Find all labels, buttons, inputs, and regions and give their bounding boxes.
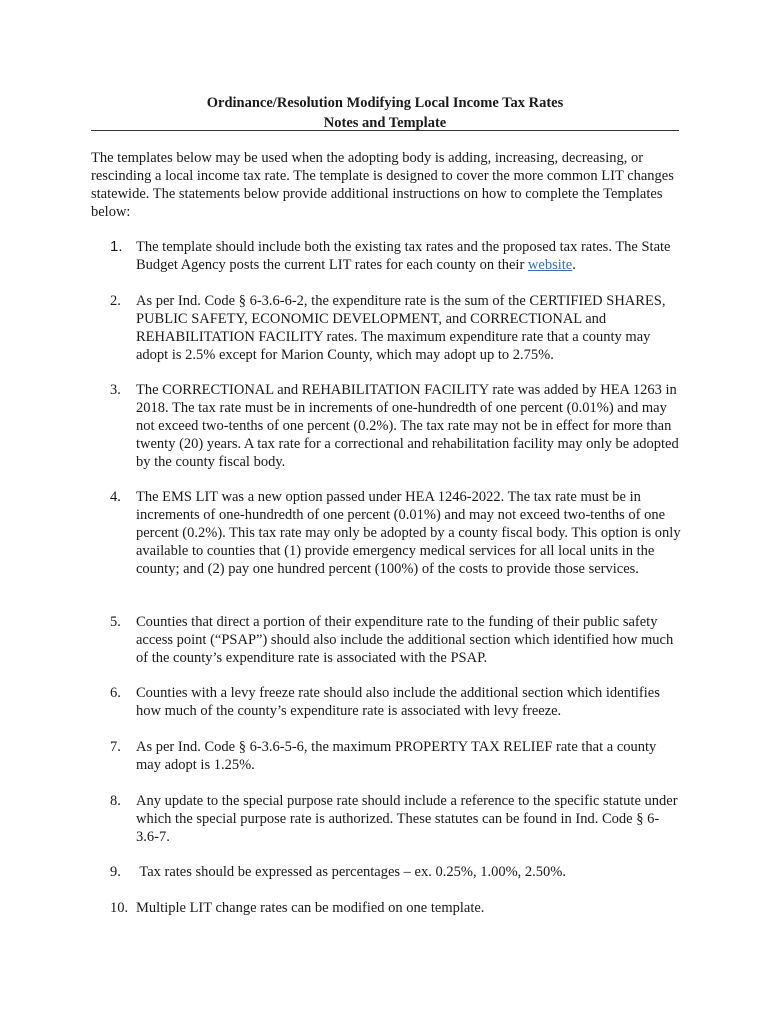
list-item-number: 8.	[110, 793, 121, 809]
list-item-text: As per Ind. Code § 6-3.6-5-6, the maximum PROPERTY TAX RELIEF rate that a county may adopt is 1.25%.	[136, 739, 657, 773]
website-link[interactable]: website	[527, 257, 573, 273]
list-item-text: The CORRECTIONAL and REHABILITATION FACILITY rate was added by HEA 1263 in 2018. The tax rate must be in increments of one-hundredth of one percent (0.01%) and may not exceed two-tenths of one percent (0.2%). The tax rate may not be in effect for more than twenty (20) years. A tax rate for a correctional and rehabilitation facility may only be adopted by the county fiscal body.	[136, 382, 679, 470]
list-item-number: 9.	[110, 864, 121, 880]
document-header	[91, 93, 679, 133]
list-item-text: Counties with a levy freeze rate should also include the additional section which identifies how much of the county’s expenditure rate is associated with levy freeze.	[136, 685, 660, 719]
list-item-text: Multiple LIT change rates can be modified on one template.	[136, 900, 485, 916]
list-item-text	[136, 238, 682, 274]
list-item-body: The template should include both the existing tax rates and the proposed tax rates. The State Budget Agency posts the current LIT rates for each county on their	[136, 239, 671, 273]
list-item-number: 7.	[110, 739, 121, 755]
list-item-number: 10.	[110, 900, 129, 916]
list-item-number: 3.	[110, 382, 121, 398]
document-title: Ordinance/Resolution Modifying Local Income Tax Rates	[206, 95, 564, 111]
intro-paragraph: The templates below may be used when the adopting body is adding, increasing, decreasing, or rescinding a local income tax rate. The template is designed to cover the more common LIT changes statewide. The statements below provide additional instructions on how to complete the Templates below:	[91, 150, 674, 220]
list-item-end: .	[572, 257, 576, 273]
list-item-number: 6.	[110, 685, 121, 701]
list-item-text: The EMS LIT was a new option passed under HEA 1246-2022. The tax rate must be in increments of one-hundredth of one percent (0.01%) and may not exceed two-tenths of one percent (0.2%). This tax rate may only be adopted by a county fiscal body. This option is only available to counties that (1) provide emergency medical services for all local units in the county; and (2) pay one hundred percent (100%) of the costs to provide those services.	[136, 489, 681, 577]
list-item-text: Counties that direct a portion of their expenditure rate to the funding of their public safety access point (“PSAP”) should also include the additional section which identified how much of the county’s expenditure rate is associated with the PSAP.	[136, 614, 674, 666]
list-item-text: Tax rates should be expressed as percentages – ex. 0.25%, 1.00%, 2.50%.	[136, 864, 566, 880]
list-item-number: 1.	[110, 238, 123, 255]
document-subtitle: Notes and Template	[323, 115, 447, 131]
list-item-number: 4.	[110, 489, 121, 505]
header-divider	[91, 130, 679, 131]
list-item-text: Any update to the special purpose rate should include a reference to the specific statute under which the special purpose rate is authorized. These statutes can be found in Ind. Code § 6-3.6-7.	[136, 793, 678, 845]
list-item-number: 5.	[110, 614, 121, 630]
list-item-number: 2.	[110, 293, 121, 309]
list-item-text: As per Ind. Code § 6-3.6-6-2, the expenditure rate is the sum of the CERTIFIED SHARES, PUBLIC SAFETY, ECONOMIC DEVELOPMENT, and CORRECTIONAL and REHABILITATION FACILITY rates. The maximum expenditure rate that a county may adopt is 2.5% except for Marion County, which may adopt up to 2.75%.	[136, 293, 666, 363]
